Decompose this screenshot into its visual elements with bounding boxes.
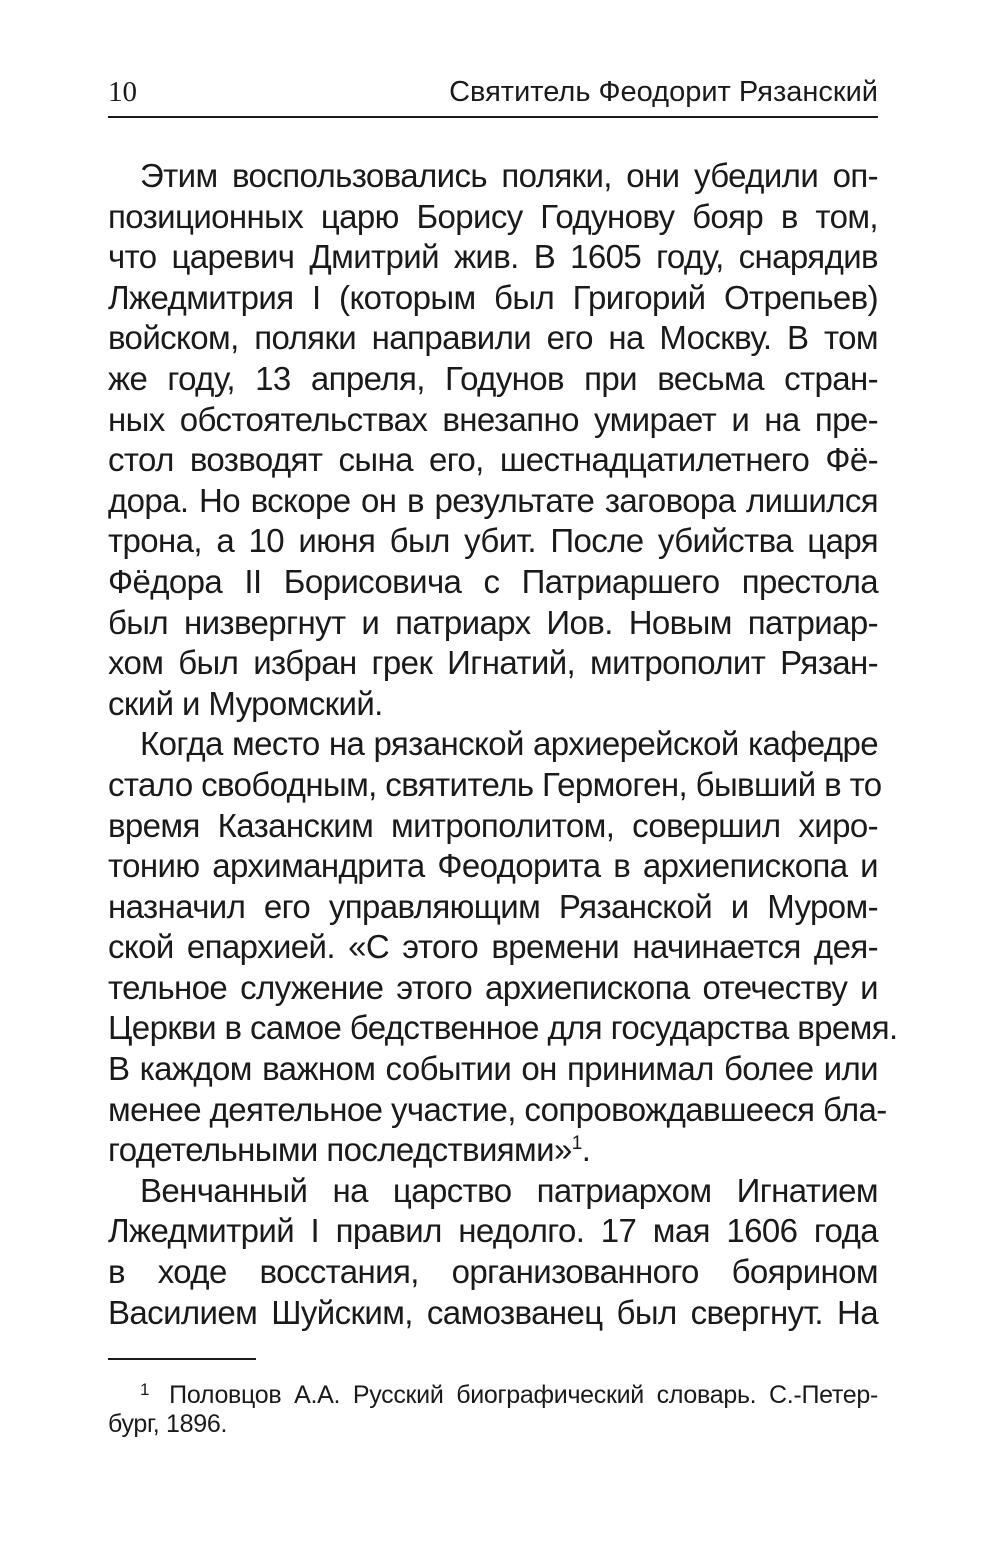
footnote-ref-punctuation: . <box>581 1131 591 1169</box>
footnote-text: Половцов А.А. Русский биографический словарь. С.-Петер- <box>169 1381 878 1409</box>
footnote-divider <box>108 1358 256 1360</box>
footnote <box>108 1372 878 1442</box>
text-line: ской епархией. «С этого времени начинается дея- <box>108 928 878 966</box>
text-line <box>108 1130 878 1171</box>
text-line: стол возводят сына его, шестнадцатилетнего Фё- <box>108 441 878 479</box>
text-line: что царевич Дмитрий жив. В 1605 году, снарядив <box>108 238 878 276</box>
text-line: войском, поляки направили его на Москву. В том <box>108 319 878 357</box>
text-line: время Казанским митрополитом, совершил хиро- <box>108 806 878 844</box>
page-number: 10 <box>108 76 137 108</box>
paragraph-3 <box>108 1171 878 1333</box>
text-line: Церкви в самое бедственное для государства время. <box>108 1009 898 1047</box>
text-line: Этим воспользовались поляки, они убедили оп- <box>140 157 878 194</box>
running-title: Святитель Феодорит Рязанский <box>449 76 878 108</box>
text-line: позиционных царю Борису Годунову бояр в том, <box>108 197 878 235</box>
text-line: трона, а 10 июня был убит. После убийства царя <box>108 522 878 560</box>
text-line: ский и Муромский. <box>108 684 383 722</box>
paragraph-1 <box>108 156 878 724</box>
text-line: тонию архимандрита Феодорита в архиепископа и <box>108 847 878 885</box>
text-line: стало свободным, святитель Гермоген, бывший в то <box>108 765 882 803</box>
text-line: Василием Шуйским, самозванец был свергнут. На <box>108 1293 878 1331</box>
text-line: же году, 13 апреля, Годунов при весьма стран- <box>108 359 878 397</box>
text-line: дора. Но вскоре он в результате заговора лишился <box>108 481 878 519</box>
text-line-content: годетельными последствиями» <box>108 1131 572 1169</box>
text-line: Когда место на рязанской архиерейской кафедре <box>140 725 878 763</box>
text-line: тельное служение этого архиепископа отечеству и <box>108 968 878 1006</box>
text-line: Лжедмитрия I (которым был Григорий Отрепьев) <box>108 278 878 316</box>
paragraph-2 <box>108 724 898 1171</box>
text-line: Лжедмитрий I правил недолго. 17 мая 1606 года <box>108 1212 878 1250</box>
text-line: менее деятельное участие, сопровождавшееся бла- <box>108 1090 887 1128</box>
text-line: хом был избран грек Игнатий, митрополит Рязан- <box>108 644 878 682</box>
footnote-reference: 1 <box>571 1133 582 1155</box>
text-line: в ходе восстания, организованного боярином <box>108 1253 878 1291</box>
text-line: В каждом важном событии он принимал более или <box>108 1050 878 1088</box>
text-line: Венчанный на царство патриархом Игнатием <box>140 1171 878 1209</box>
footnote-line: бург, 1896. <box>108 1410 228 1438</box>
running-head <box>108 72 878 118</box>
text-line: был низвергнут и патриарх Иов. Новым патриар- <box>108 603 878 641</box>
text-line: ных обстоятельствах внезапно умирает и на пре- <box>108 400 878 438</box>
footnote-marker: 1 <box>140 1380 150 1399</box>
footnote-line <box>108 1372 878 1407</box>
text-line: Фёдора II Борисовича с Патриаршего престола <box>108 562 878 600</box>
text-line: назначил его управляющим Рязанской и Муром- <box>108 887 878 925</box>
body-text <box>108 156 898 1333</box>
